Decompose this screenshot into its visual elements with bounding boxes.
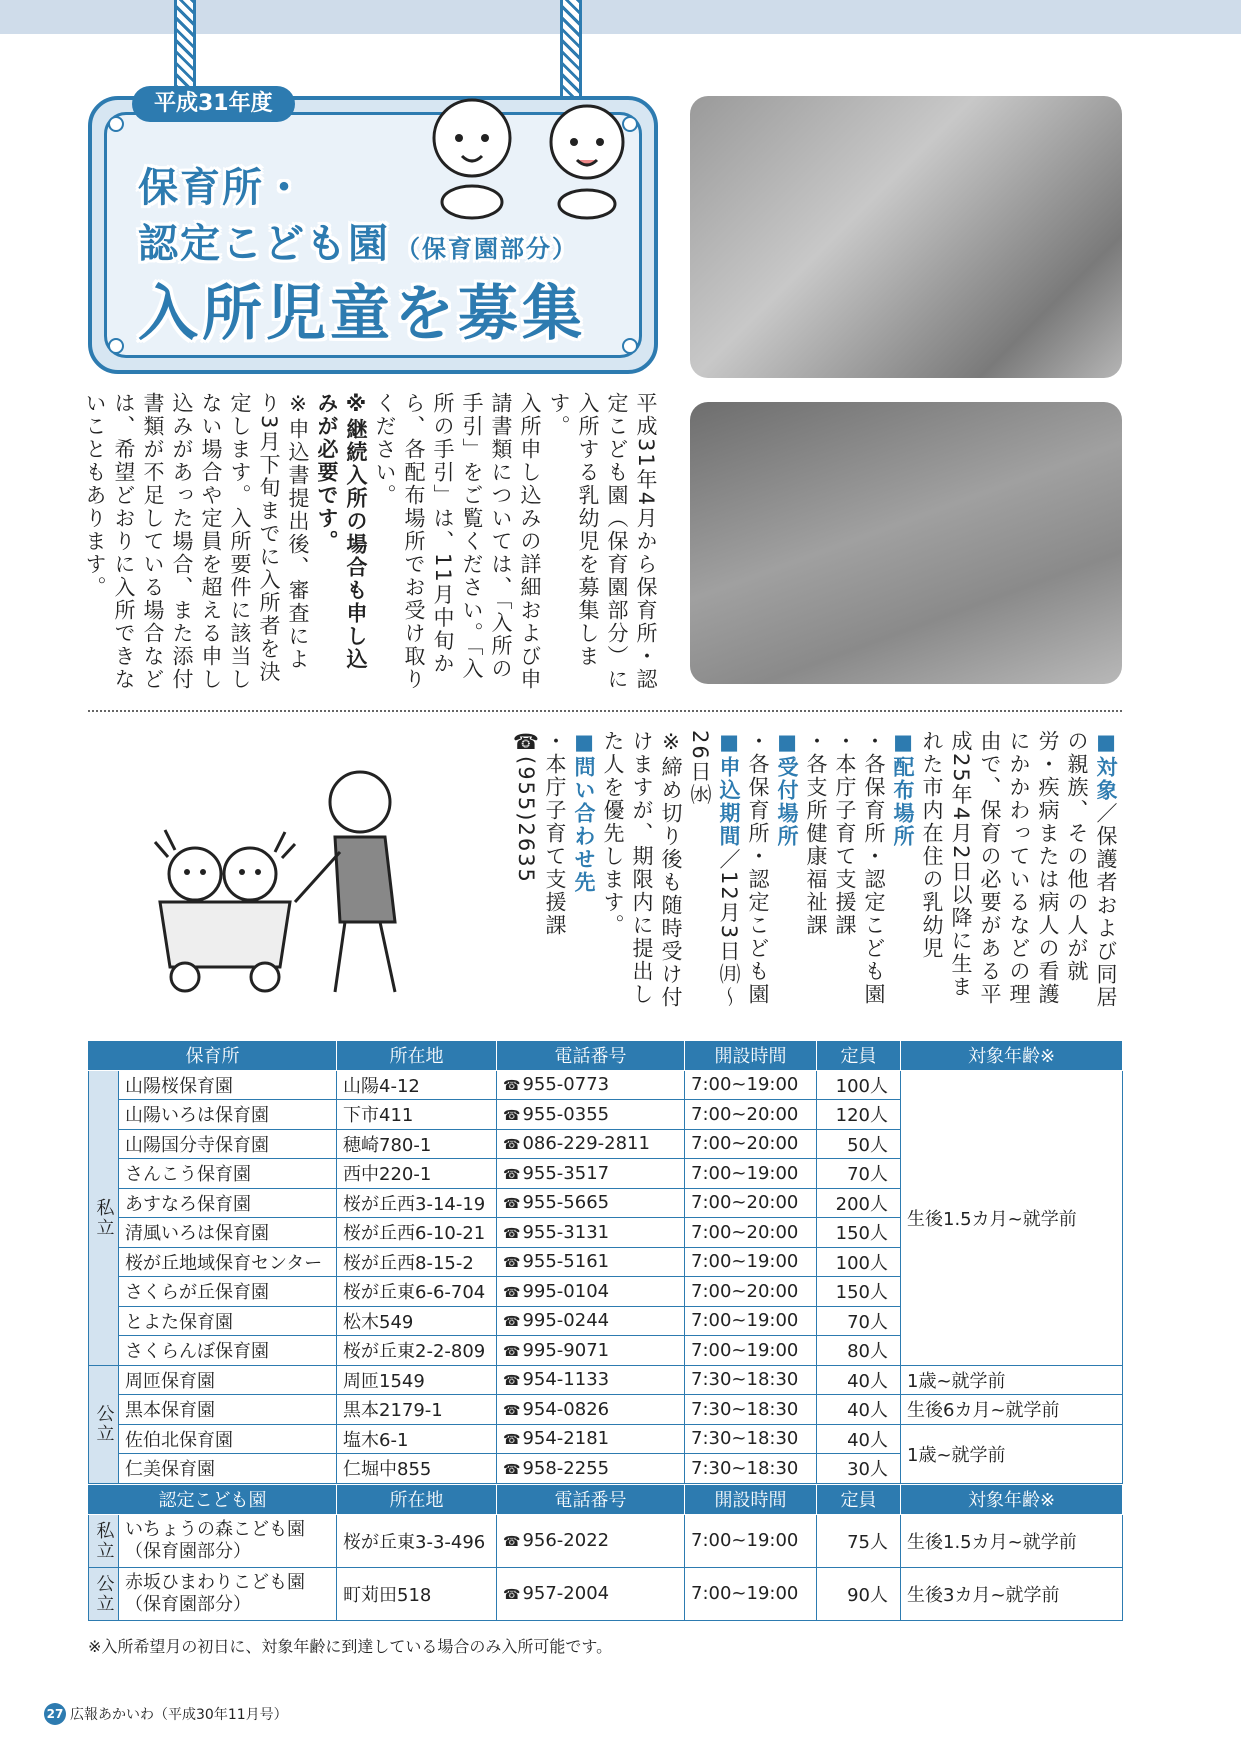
nursery-address: 黒本2179-1 (337, 1395, 497, 1425)
application-info (488, 730, 1120, 1020)
nursery-phone: ☎ 955-3517 (497, 1159, 685, 1189)
nursery-hours: 7:00~20:00 (685, 1100, 817, 1130)
kodomoen-name (119, 1514, 337, 1567)
nursery-hours: 7:00~19:00 (685, 1306, 817, 1336)
screw-icon (622, 338, 638, 354)
table-header-row (89, 1041, 1123, 1071)
kodomoen-name-sub: （保育園部分） (125, 1593, 251, 1615)
nursery-address: 穂崎780-1 (337, 1129, 497, 1159)
target-block (917, 730, 1120, 1020)
nursery-name: 山陽国分寺保育園 (119, 1129, 337, 1159)
nursery-capacity: 70人 (817, 1306, 901, 1336)
kodomoen-name-sub: （保育園部分） (125, 1540, 251, 1562)
kodomoen-address: 桜が丘東3-3-496 (337, 1514, 497, 1567)
nursery-capacity: 150人 (817, 1277, 901, 1307)
nursery-capacity: 40人 (817, 1395, 901, 1425)
nursery-address: 塩木6-1 (337, 1424, 497, 1454)
nursery-address: 桜が丘西3-14-19 (337, 1188, 497, 1218)
nursery-phone: ☎ 995-0104 (497, 1277, 685, 1307)
nursery-capacity: 150人 (817, 1218, 901, 1248)
table-row (89, 1395, 1123, 1425)
kodomoen-name (119, 1567, 337, 1620)
intro-text (83, 392, 660, 692)
table-row (89, 1365, 1123, 1395)
title-line-1: 保育所・ (138, 165, 306, 211)
distribution-item: ・各支所健康福祉課 (804, 730, 828, 937)
nursery-hours: 7:00~19:00 (685, 1159, 817, 1189)
nursery-capacity: 70人 (817, 1159, 901, 1189)
reception-heading: ■受付場所 (775, 730, 799, 848)
nursery-capacity: 200人 (817, 1188, 901, 1218)
intro-note-review: ※申込書提出後、審査により3月下旬までに入所者を決定します。入所要件に該当しない場合や定員を超える申し込みがあった場合、また添付書類が不足している場合などは、希望どおりに入所できないこともあります。 (83, 392, 310, 691)
nursery-address: 桜が丘東6-6-704 (337, 1277, 497, 1307)
kodomoen-capacity: 90人 (817, 1567, 901, 1620)
page-number: 27 (44, 1703, 66, 1725)
table-row (89, 1514, 1123, 1567)
nursery-capacity: 120人 (817, 1100, 901, 1130)
header-age: 対象年齢※ (901, 1485, 1123, 1515)
nursery-phone: ☎ 995-0244 (497, 1306, 685, 1336)
group-public: 公立 (89, 1365, 119, 1483)
header-age: 対象年齢※ (901, 1041, 1123, 1071)
period-heading: ■申込期間 (717, 730, 741, 848)
section-divider (88, 710, 1122, 712)
kodomoen-table (88, 1484, 1123, 1621)
nursery-hours: 7:00~20:00 (685, 1277, 817, 1307)
period-note: ※締め切り後も随時受け付けますが、期限内に提出した人を優先します。 (601, 730, 683, 1009)
title-line-2-sub: （保育園部分） (396, 235, 578, 263)
nursery-name: 山陽いろは保育園 (119, 1100, 337, 1130)
nursery-address: 西中220-1 (337, 1159, 497, 1189)
intro-paragraph-2: 入所申し込みの詳細および申請書類については、「入所の手引」をご覧ください。「入所の手引」は、11月中旬から、各配布場所でお受け取りください。 (373, 392, 542, 691)
title-line-3: 入所児童を募集 (138, 279, 586, 349)
header-phone: 電話番号 (497, 1485, 685, 1515)
nursery-address: 松木549 (337, 1306, 497, 1336)
nursery-age: 1歳~就学前 (901, 1365, 1123, 1395)
nursery-capacity: 80人 (817, 1336, 901, 1366)
period-block (685, 730, 743, 1020)
sign-strap-right (560, 0, 582, 96)
nursery-phone: ☎ 954-0826 (497, 1395, 685, 1425)
distribution-item: ・本庁子育て支援課 (833, 730, 857, 937)
header-capacity: 定員 (817, 1485, 901, 1515)
header-address: 所在地 (337, 1485, 497, 1515)
nursery-hours: 7:30~18:30 (685, 1424, 817, 1454)
nursery-hours: 7:30~18:30 (685, 1395, 817, 1425)
table-row (89, 1567, 1123, 1620)
table-row (89, 1424, 1123, 1454)
screw-icon (108, 338, 124, 354)
nursery-phone: ☎ 954-1133 (497, 1365, 685, 1395)
nursery-name: 周匝保育園 (119, 1365, 337, 1395)
nursery-capacity: 40人 (817, 1365, 901, 1395)
nursery-name: さくらが丘保育園 (119, 1277, 337, 1307)
table-header-row (89, 1485, 1123, 1515)
page-folio (44, 1703, 288, 1725)
nursery-phone: ☎ 995-9071 (497, 1336, 685, 1366)
nursery-phone: ☎ 955-5161 (497, 1247, 685, 1277)
nursery-phone: ☎ 958-2255 (497, 1454, 685, 1484)
nursery-address: 周匝1549 (337, 1365, 497, 1395)
kodomoen-age: 生後3カ月~就学前 (901, 1567, 1123, 1620)
nursery-phone: ☎ 955-0355 (497, 1100, 685, 1130)
kodomoen-age: 生後1.5カ月~就学前 (901, 1514, 1123, 1567)
target-text: ／保護者および同居の親族、その他の人が就労・疾病または病人の看護にかかわっているなどの理由で、保育の必要がある平成25年4月2日以降に生まれた市内在住の乳幼児 (920, 730, 1118, 1009)
kodomoen-hours: 7:00~19:00 (685, 1514, 817, 1567)
distribution-item: ・各保育所・認定こども園 (862, 730, 886, 1006)
nursery-age: 生後1.5カ月~就学前 (901, 1070, 1123, 1365)
header-nursery: 保育所 (89, 1041, 337, 1071)
nursery-name: 佐伯北保育園 (119, 1424, 337, 1454)
nursery-capacity: 30人 (817, 1454, 901, 1484)
nursery-phone: ☎ 955-5665 (497, 1188, 685, 1218)
header-capacity: 定員 (817, 1041, 901, 1071)
nursery-capacity: 100人 (817, 1070, 901, 1100)
header-phone: 電話番号 (497, 1041, 685, 1071)
table-row (89, 1070, 1123, 1100)
nursery-address: 桜が丘西6-10-21 (337, 1218, 497, 1248)
intro-note-continuing: ※継続入所の場合も申し込みが必要です。 (315, 392, 368, 671)
nursery-name: とよた保育園 (119, 1306, 337, 1336)
nursery-hours: 7:00~20:00 (685, 1188, 817, 1218)
kodomoen-hours: 7:00~19:00 (685, 1567, 817, 1620)
nursery-hours: 7:00~20:00 (685, 1129, 817, 1159)
title-sign (88, 91, 658, 374)
nursery-capacity: 40人 (817, 1424, 901, 1454)
header-hours: 開設時間 (685, 1041, 817, 1071)
nursery-name: さくらんぼ保育園 (119, 1336, 337, 1366)
group-private: 私立 (89, 1514, 119, 1567)
contact-phone: ☎(955)2635 (514, 730, 538, 884)
nursery-phone: ☎ 086-229-2811 (497, 1129, 685, 1159)
kodomoen-name-main: いちょうの森こども園 (125, 1518, 305, 1540)
nursery-table (88, 1040, 1123, 1484)
children-photo-2 (690, 402, 1122, 684)
nursery-address: 下市411 (337, 1100, 497, 1130)
children-photo-1 (690, 96, 1122, 378)
group-public: 公立 (89, 1567, 119, 1620)
header-kodomoen: 認定こども園 (89, 1485, 337, 1515)
nursery-capacity: 100人 (817, 1247, 901, 1277)
nursery-hours: 7:00~20:00 (685, 1218, 817, 1248)
nursery-age: 生後6カ月~就学前 (901, 1395, 1123, 1425)
nursery-hours: 7:00~19:00 (685, 1247, 817, 1277)
header-address: 所在地 (337, 1041, 497, 1071)
kodomoen-capacity: 75人 (817, 1514, 901, 1567)
reception-item: ・各保育所・認定こども園 (746, 730, 770, 1006)
group-private: 私立 (89, 1070, 119, 1365)
sign-strap-left (174, 0, 196, 96)
nursery-hours: 7:00~19:00 (685, 1070, 817, 1100)
nursery-hours: 7:00~19:00 (685, 1336, 817, 1366)
mother-stroller-illustration (140, 752, 430, 1002)
nursery-age: 1歳~就学前 (901, 1424, 1123, 1483)
title-line-2-main: 認定こども園 (138, 221, 390, 267)
publication-name: 広報あかいわ（平成30年11月号） (70, 1707, 288, 1723)
nursery-hours: 7:30~18:30 (685, 1454, 817, 1484)
nursery-capacity: 50人 (817, 1129, 901, 1159)
nursery-name: 黒本保育園 (119, 1395, 337, 1425)
nursery-phone: ☎ 954-2181 (497, 1424, 685, 1454)
nursery-address: 桜が丘西8-15-2 (337, 1247, 497, 1277)
nursery-address: 山陽4-12 (337, 1070, 497, 1100)
kodomoen-phone: ☎ 956-2022 (497, 1514, 685, 1567)
kodomoen-name-main: 赤坂ひまわりこども園 (125, 1571, 305, 1593)
nursery-phone: ☎ 955-3131 (497, 1218, 685, 1248)
kodomoen-phone: ☎ 957-2004 (497, 1567, 685, 1620)
nursery-name: 清風いろは保育園 (119, 1218, 337, 1248)
babies-illustration (402, 90, 652, 220)
contact-heading: ■問い合わせ先 (572, 730, 596, 894)
nursery-hours: 7:30~18:30 (685, 1365, 817, 1395)
nursery-name: 仁美保育園 (119, 1454, 337, 1484)
contact-item: ・本庁子育て支援課 (543, 730, 567, 937)
intro-paragraph-1: 平成31年4月から保育所・認定こども園（保育園部分）に入所する乳幼児を募集します。 (547, 392, 658, 692)
distribution-heading: ■配布場所 (891, 730, 915, 848)
footnote: ※入所希望月の初日に、対象年齢に到達している場合のみ入所可能です。 (88, 1637, 613, 1656)
nursery-name: 山陽桜保育園 (119, 1070, 337, 1100)
nursery-name: さんこう保育園 (119, 1159, 337, 1189)
screw-icon (108, 116, 124, 132)
target-heading: ■対象 (1094, 730, 1118, 802)
nursery-address: 仁堀中855 (337, 1454, 497, 1484)
year-badge: 平成31年度 (132, 86, 295, 122)
kodomoen-address: 町苅田518 (337, 1567, 497, 1620)
nursery-phone: ☎ 955-0773 (497, 1070, 685, 1100)
nursery-name: あすなろ保育園 (119, 1188, 337, 1218)
header-hours: 開設時間 (685, 1485, 817, 1515)
nursery-address: 桜が丘東2-2-809 (337, 1336, 497, 1366)
nursery-name: 桜が丘地域保育センター (119, 1247, 337, 1277)
title-line-2 (138, 212, 578, 269)
period-text: ／12月3日㈪～26日㈬ (688, 730, 741, 1010)
